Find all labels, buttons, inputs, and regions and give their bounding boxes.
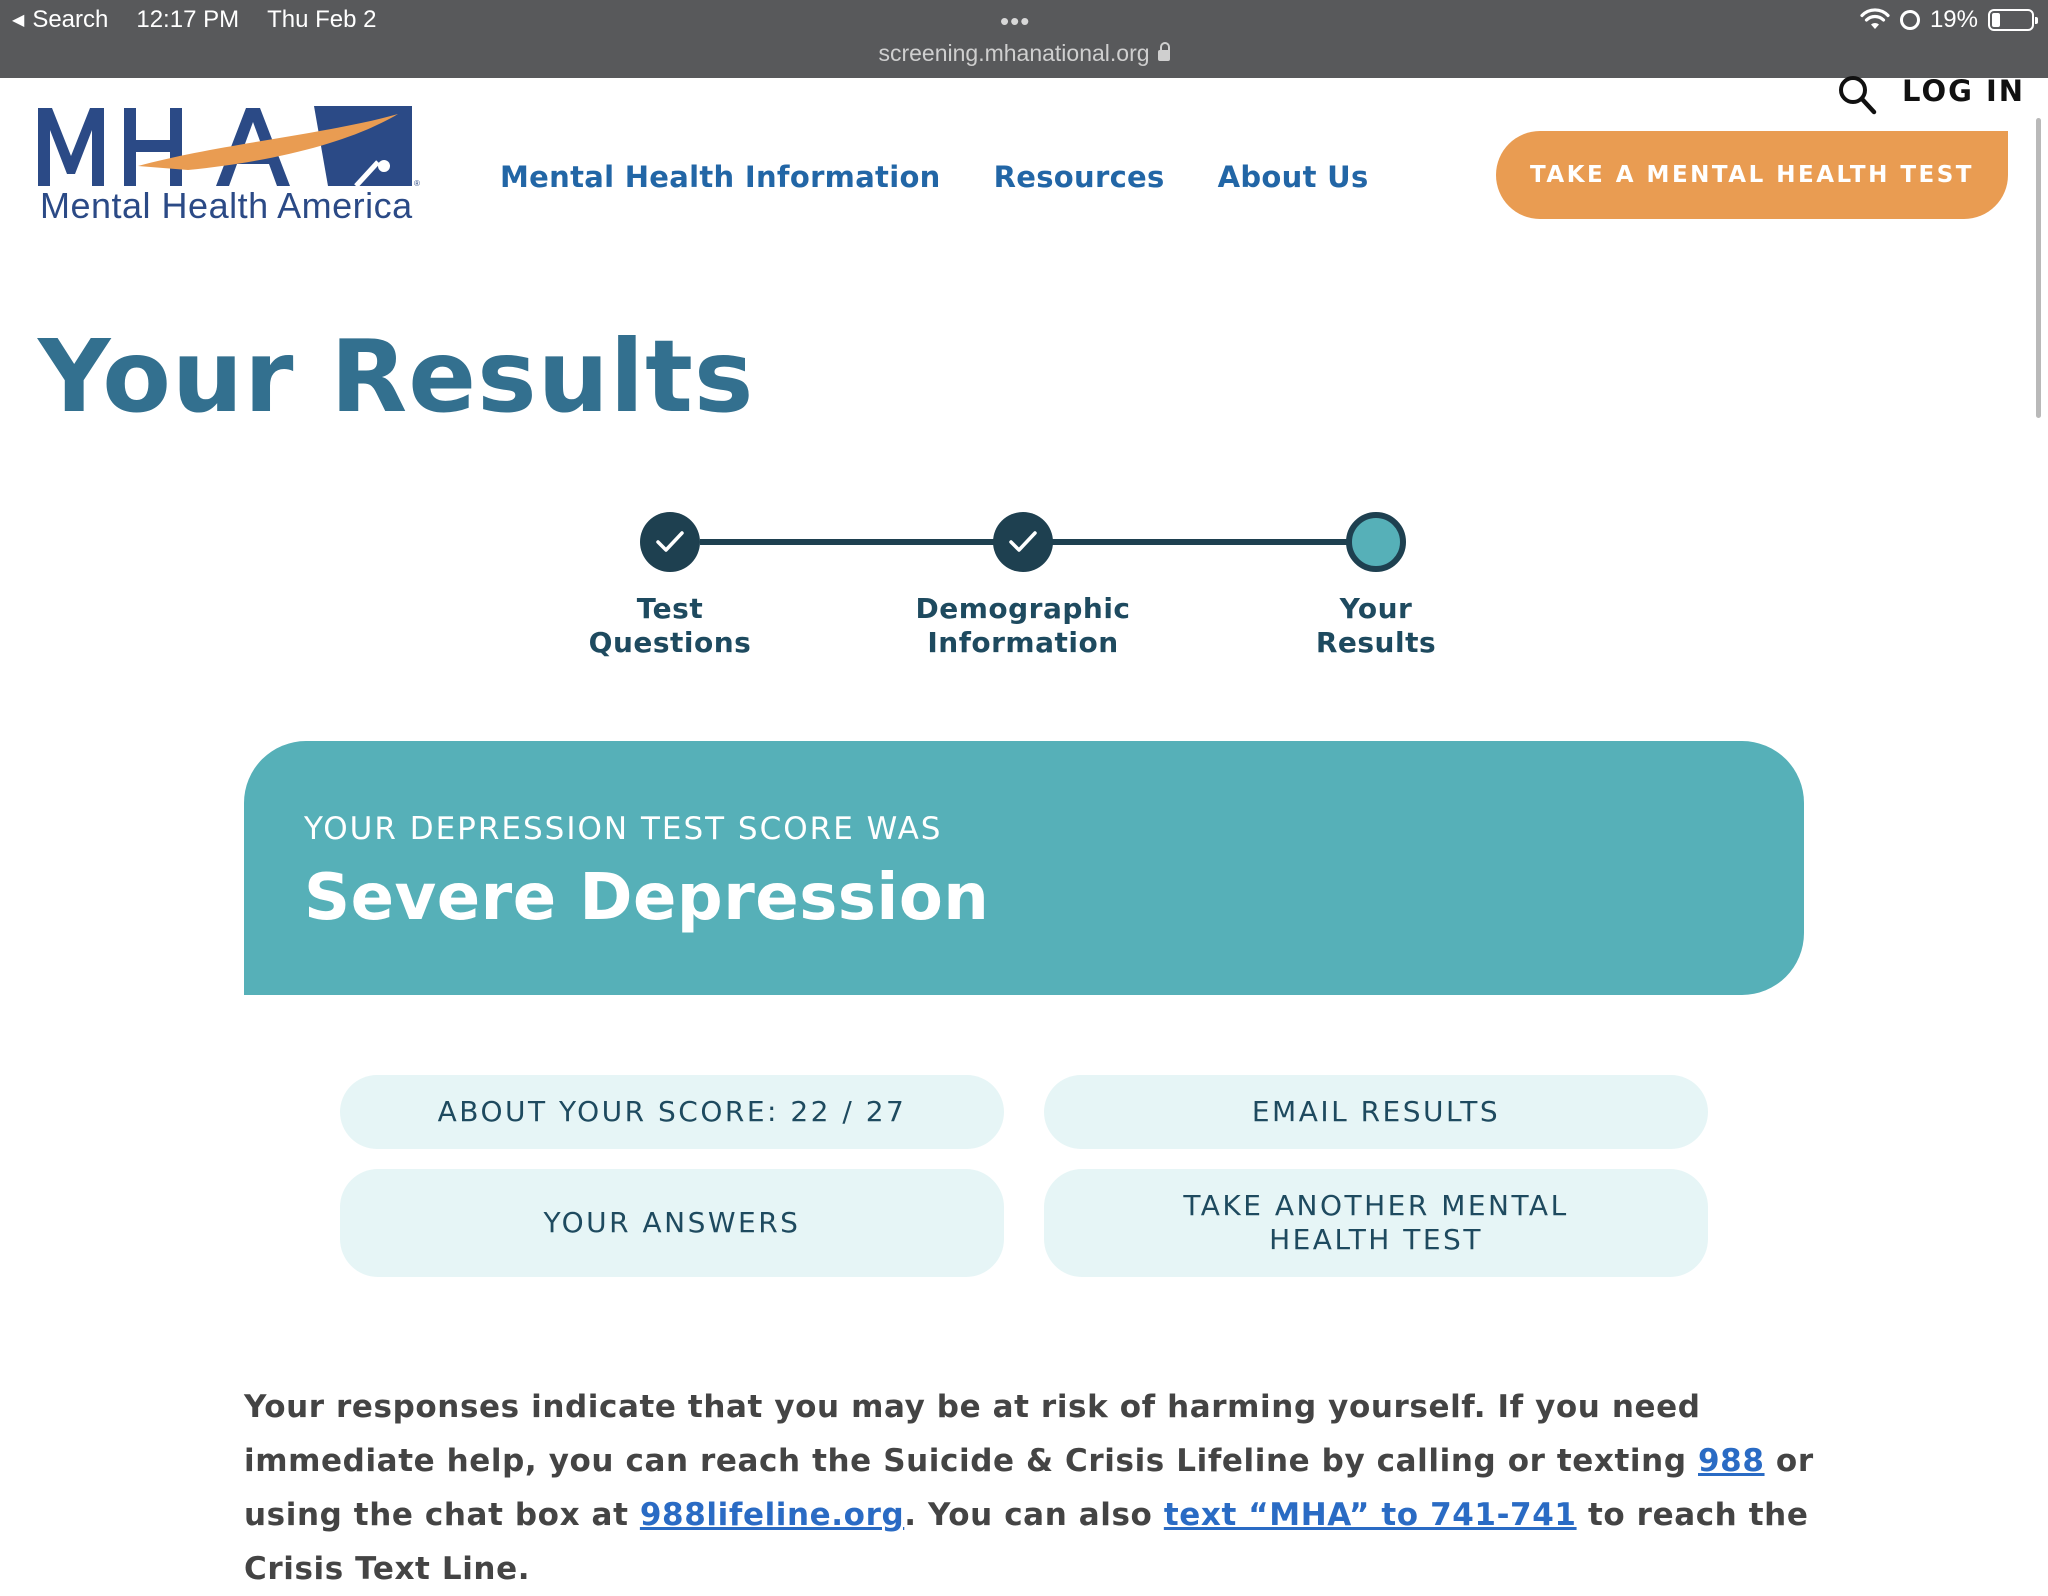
step-label-demographic: Demographic Information	[915, 592, 1131, 659]
take-another-test-line2: HEALTH TEST	[1269, 1223, 1483, 1256]
step-complete-icon	[640, 512, 700, 572]
battery-icon	[1988, 9, 2034, 31]
score-eyebrow: YOUR DEPRESSION TEST SCORE WAS	[304, 811, 943, 847]
alarm-icon	[1900, 10, 1920, 30]
email-results-button[interactable]: EMAIL RESULTS	[1044, 1075, 1708, 1149]
step-label-results: Your Results	[1315, 592, 1437, 659]
score-banner	[244, 741, 1804, 995]
page-scrollbar[interactable]	[2036, 118, 2041, 418]
status-right	[1860, 6, 2034, 34]
crisis-text-link[interactable]: text “MHA” to 741-741	[1163, 1497, 1577, 1533]
status-date: Thu Feb 2	[267, 6, 377, 33]
back-to-search[interactable]: Search	[32, 6, 109, 33]
take-test-button[interactable]: TAKE A MENTAL HEALTH TEST	[1496, 131, 2008, 219]
take-another-test-line1: TAKE ANOTHER MENTAL	[1183, 1189, 1569, 1222]
url-text: screening.mhanational.org	[878, 40, 1150, 66]
nav-mental-health-information[interactable]: Mental Health Information	[500, 160, 941, 194]
call-988-link[interactable]: 988	[1698, 1443, 1765, 1479]
about-score-button[interactable]: ABOUT YOUR SCORE: 22 / 27	[340, 1075, 1004, 1149]
svg-text:®: ®	[414, 179, 420, 188]
main-nav	[500, 160, 1369, 194]
988lifeline-link[interactable]: 988lifeline.org	[639, 1497, 905, 1533]
status-time: 12:17 PM	[136, 6, 240, 33]
ios-status-bar	[0, 0, 2048, 78]
search-icon[interactable]	[1837, 74, 1877, 116]
take-another-test-button[interactable]	[1044, 1169, 1708, 1277]
step-connector	[1052, 539, 1372, 545]
checkmark-icon	[1007, 528, 1039, 556]
back-arrow-icon[interactable]: ◀	[12, 12, 25, 29]
step-current-icon	[1346, 512, 1406, 572]
tab-dots-icon[interactable]: •••	[1000, 6, 1031, 36]
battery-percent: 19%	[1929, 6, 1978, 33]
nav-resources[interactable]: Resources	[993, 160, 1165, 194]
status-left	[12, 6, 377, 34]
lock-icon	[1158, 50, 1170, 61]
logo-tagline: Mental Health America	[40, 185, 413, 226]
login-link[interactable]: LOG IN	[1902, 74, 2026, 108]
nav-about-us[interactable]: About Us	[1217, 160, 1369, 194]
step-label-test-questions: Test Questions	[588, 592, 752, 659]
address-bar[interactable]	[0, 40, 2048, 67]
checkmark-icon	[654, 528, 686, 556]
your-answers-button[interactable]: YOUR ANSWERS	[340, 1169, 1004, 1277]
score-severity: Severe Depression	[304, 861, 990, 935]
crisis-warning: Your responses indicate that you may be at risk of harming yourself. If you need immediate help, you can reach the Suicide & Crisis Lifeline by calling or texting 988 or using the chat box at 988lifeline.org. You can also text “MHA” to 741-741 to reach the Crisis Text Line.	[244, 1389, 1814, 1587]
page-title: Your Results	[38, 318, 755, 435]
step-connector	[700, 539, 1020, 545]
wifi-icon	[1860, 9, 1890, 31]
step-complete-icon	[993, 512, 1053, 572]
